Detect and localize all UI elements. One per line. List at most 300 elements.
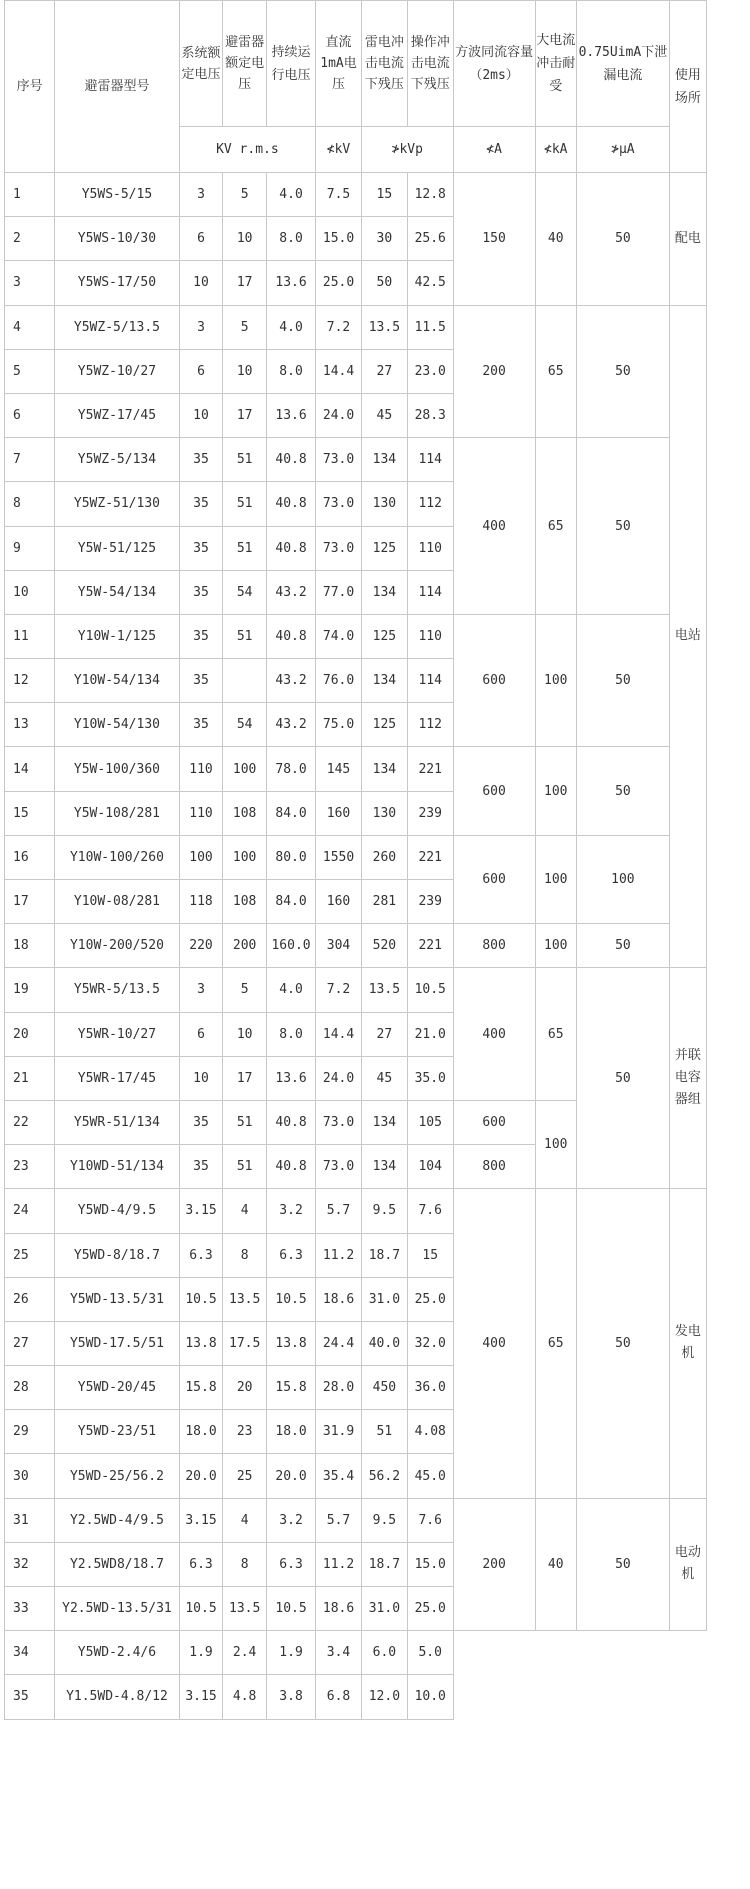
square-wave-cell: 400 bbox=[453, 438, 535, 615]
rated-system-cell: 220 bbox=[179, 924, 223, 968]
seq-cell: 30 bbox=[5, 1454, 55, 1498]
rated-arrester-cell: 13.5 bbox=[223, 1587, 267, 1631]
rated-arrester-cell: 51 bbox=[223, 438, 267, 482]
switching-residual-cell: 23.0 bbox=[407, 349, 453, 393]
seq-cell: 18 bbox=[5, 924, 55, 968]
seq-cell: 12 bbox=[5, 659, 55, 703]
model-cell: Y5W-54/134 bbox=[55, 570, 179, 614]
rated-arrester-cell: 5 bbox=[223, 173, 267, 217]
high-current-cell: 40 bbox=[535, 1498, 576, 1631]
switching-residual-cell: 114 bbox=[407, 570, 453, 614]
rated-arrester-cell: 108 bbox=[223, 880, 267, 924]
rated-system-cell: 15.8 bbox=[179, 1366, 223, 1410]
dc-1ma-cell: 3.4 bbox=[316, 1631, 362, 1675]
model-cell: Y5WS-5/15 bbox=[55, 173, 179, 217]
dc-1ma-cell: 304 bbox=[316, 924, 362, 968]
continuous-voltage-cell: 160.0 bbox=[266, 924, 315, 968]
dc-1ma-cell: 7.2 bbox=[316, 968, 362, 1012]
rated-system-cell: 118 bbox=[179, 880, 223, 924]
rated-system-cell: 35 bbox=[179, 438, 223, 482]
dc-1ma-cell: 6.8 bbox=[316, 1675, 362, 1719]
switching-residual-cell: 114 bbox=[407, 659, 453, 703]
switching-residual-cell: 221 bbox=[407, 835, 453, 879]
square-wave-cell: 600 bbox=[453, 835, 535, 923]
col-header-rated-arrester: 避雷器额定电压 bbox=[223, 1, 267, 127]
table-row bbox=[5, 747, 707, 791]
rated-arrester-cell: 4.8 bbox=[223, 1675, 267, 1719]
continuous-voltage-cell: 43.2 bbox=[266, 570, 315, 614]
lightning-residual-cell: 134 bbox=[361, 570, 407, 614]
dc-1ma-cell: 24.0 bbox=[316, 1056, 362, 1100]
usage-cell: 配电 bbox=[669, 173, 706, 306]
continuous-voltage-cell: 40.8 bbox=[266, 526, 315, 570]
table-row bbox=[5, 614, 707, 658]
model-cell: Y5WD-4/9.5 bbox=[55, 1189, 179, 1233]
arrester-spec-table bbox=[4, 0, 707, 1720]
dc-1ma-cell: 24.0 bbox=[316, 393, 362, 437]
rated-arrester-cell: 17 bbox=[223, 261, 267, 305]
leakage-cell: 50 bbox=[577, 1189, 670, 1498]
dc-1ma-cell: 7.5 bbox=[316, 173, 362, 217]
switching-residual-cell: 5.0 bbox=[407, 1631, 453, 1675]
switching-residual-cell: 112 bbox=[407, 482, 453, 526]
lightning-residual-cell: 56.2 bbox=[361, 1454, 407, 1498]
switching-residual-cell: 45.0 bbox=[407, 1454, 453, 1498]
col-header-seq: 序号 bbox=[5, 1, 55, 173]
dc-1ma-cell: 7.2 bbox=[316, 305, 362, 349]
seq-cell: 28 bbox=[5, 1366, 55, 1410]
seq-cell: 33 bbox=[5, 1587, 55, 1631]
table-row bbox=[5, 305, 707, 349]
rated-system-cell: 35 bbox=[179, 1145, 223, 1189]
dc-1ma-cell: 15.0 bbox=[316, 217, 362, 261]
square-wave-cell: 200 bbox=[453, 305, 535, 438]
table-row bbox=[5, 1631, 707, 1675]
rated-arrester-cell: 5 bbox=[223, 305, 267, 349]
leakage-cell: 50 bbox=[577, 924, 670, 968]
lightning-residual-cell: 450 bbox=[361, 1366, 407, 1410]
lightning-residual-cell: 31.0 bbox=[361, 1277, 407, 1321]
col-header-dc-1ma: 直流1mA电压 bbox=[316, 1, 362, 127]
square-wave-cell: 800 bbox=[453, 1145, 535, 1189]
model-cell: Y5WZ-51/130 bbox=[55, 482, 179, 526]
switching-residual-cell: 15 bbox=[407, 1233, 453, 1277]
rated-arrester-cell: 10 bbox=[223, 1012, 267, 1056]
dc-1ma-cell: 145 bbox=[316, 747, 362, 791]
model-cell: Y5WZ-17/45 bbox=[55, 393, 179, 437]
seq-cell: 16 bbox=[5, 835, 55, 879]
leakage-cell: 50 bbox=[577, 747, 670, 835]
lightning-residual-cell: 130 bbox=[361, 482, 407, 526]
lightning-residual-cell: 134 bbox=[361, 438, 407, 482]
lightning-residual-cell: 9.5 bbox=[361, 1498, 407, 1542]
dc-1ma-cell: 73.0 bbox=[316, 1100, 362, 1144]
model-cell: Y5WZ-5/134 bbox=[55, 438, 179, 482]
model-cell: Y2.5WD-4/9.5 bbox=[55, 1498, 179, 1542]
rated-system-cell: 3.15 bbox=[179, 1675, 223, 1719]
dc-1ma-cell: 5.7 bbox=[316, 1498, 362, 1542]
usage-cell: 电动机 bbox=[669, 1498, 706, 1631]
continuous-voltage-cell: 13.6 bbox=[266, 393, 315, 437]
dc-1ma-cell: 73.0 bbox=[316, 438, 362, 482]
rated-arrester-cell: 17.5 bbox=[223, 1321, 267, 1365]
continuous-voltage-cell: 8.0 bbox=[266, 1012, 315, 1056]
rated-system-cell: 6.3 bbox=[179, 1542, 223, 1586]
high-current-cell: 100 bbox=[535, 835, 576, 923]
model-cell: Y5WR-51/134 bbox=[55, 1100, 179, 1144]
model-cell: Y5WR-5/13.5 bbox=[55, 968, 179, 1012]
continuous-voltage-cell: 40.8 bbox=[266, 1100, 315, 1144]
switching-residual-cell: 7.6 bbox=[407, 1498, 453, 1542]
lightning-residual-cell: 12.0 bbox=[361, 1675, 407, 1719]
high-current-cell: 65 bbox=[535, 438, 576, 615]
continuous-voltage-cell: 10.5 bbox=[266, 1587, 315, 1631]
table-body bbox=[5, 173, 707, 1720]
col-header-model: 避雷器型号 bbox=[55, 1, 179, 173]
lightning-residual-cell: 134 bbox=[361, 659, 407, 703]
rated-system-cell: 35 bbox=[179, 482, 223, 526]
continuous-voltage-cell: 84.0 bbox=[266, 791, 315, 835]
rated-system-cell: 35 bbox=[179, 526, 223, 570]
lightning-residual-cell: 27 bbox=[361, 1012, 407, 1056]
rated-arrester-cell: 8 bbox=[223, 1542, 267, 1586]
rated-arrester-cell: 51 bbox=[223, 1100, 267, 1144]
seq-cell: 15 bbox=[5, 791, 55, 835]
square-wave-cell: 400 bbox=[453, 1189, 535, 1498]
switching-residual-cell: 32.0 bbox=[407, 1321, 453, 1365]
lightning-residual-cell: 130 bbox=[361, 791, 407, 835]
unit-square-a: ≮A bbox=[453, 127, 535, 173]
table-row bbox=[5, 1189, 707, 1233]
seq-cell: 27 bbox=[5, 1321, 55, 1365]
switching-residual-cell: 28.3 bbox=[407, 393, 453, 437]
rated-system-cell: 1.9 bbox=[179, 1631, 223, 1675]
dc-1ma-cell: 11.2 bbox=[316, 1542, 362, 1586]
switching-residual-cell: 104 bbox=[407, 1145, 453, 1189]
square-wave-cell: 800 bbox=[453, 924, 535, 968]
switching-residual-cell: 11.5 bbox=[407, 305, 453, 349]
rated-arrester-cell: 54 bbox=[223, 570, 267, 614]
continuous-voltage-cell: 40.8 bbox=[266, 1145, 315, 1189]
continuous-voltage-cell: 13.6 bbox=[266, 1056, 315, 1100]
square-wave-cell: 150 bbox=[453, 173, 535, 306]
rated-arrester-cell: 4 bbox=[223, 1189, 267, 1233]
continuous-voltage-cell: 13.6 bbox=[266, 261, 315, 305]
col-header-square-wave: 方波同流容量（2ms） bbox=[453, 1, 535, 127]
lightning-residual-cell: 520 bbox=[361, 924, 407, 968]
switching-residual-cell: 35.0 bbox=[407, 1056, 453, 1100]
seq-cell: 17 bbox=[5, 880, 55, 924]
rated-arrester-cell: 51 bbox=[223, 526, 267, 570]
dc-1ma-cell: 18.6 bbox=[316, 1587, 362, 1631]
rated-system-cell: 3.15 bbox=[179, 1498, 223, 1542]
dc-1ma-cell: 5.7 bbox=[316, 1189, 362, 1233]
col-header-leakage: 0.75UimA下泄漏电流 bbox=[577, 1, 670, 127]
switching-residual-cell: 25.0 bbox=[407, 1277, 453, 1321]
high-current-cell: 100 bbox=[535, 924, 576, 968]
dc-1ma-cell: 76.0 bbox=[316, 659, 362, 703]
col-header-switching-residual: 操作冲击电流下残压 bbox=[407, 1, 453, 127]
lightning-residual-cell: 31.0 bbox=[361, 1587, 407, 1631]
table-row bbox=[5, 968, 707, 1012]
unit-residual-kvp: ≯kVp bbox=[361, 127, 453, 173]
rated-arrester-cell: 20 bbox=[223, 1366, 267, 1410]
col-header-continuous: 持续运行电压 bbox=[266, 1, 315, 127]
continuous-voltage-cell: 80.0 bbox=[266, 835, 315, 879]
seq-cell: 19 bbox=[5, 968, 55, 1012]
model-cell: Y2.5WD-13.5/31 bbox=[55, 1587, 179, 1631]
switching-residual-cell: 110 bbox=[407, 614, 453, 658]
dc-1ma-cell: 35.4 bbox=[316, 1454, 362, 1498]
model-cell: Y5WZ-10/27 bbox=[55, 349, 179, 393]
continuous-voltage-cell: 4.0 bbox=[266, 173, 315, 217]
rated-system-cell: 3 bbox=[179, 968, 223, 1012]
dc-1ma-cell: 24.4 bbox=[316, 1321, 362, 1365]
rated-system-cell: 35 bbox=[179, 659, 223, 703]
dc-1ma-cell: 1550 bbox=[316, 835, 362, 879]
continuous-voltage-cell: 43.2 bbox=[266, 703, 315, 747]
switching-residual-cell: 36.0 bbox=[407, 1366, 453, 1410]
switching-residual-cell: 239 bbox=[407, 880, 453, 924]
rated-system-cell: 10 bbox=[179, 261, 223, 305]
continuous-voltage-cell: 43.2 bbox=[266, 659, 315, 703]
continuous-voltage-cell: 40.8 bbox=[266, 438, 315, 482]
seq-cell: 9 bbox=[5, 526, 55, 570]
table-row bbox=[5, 173, 707, 217]
seq-cell: 7 bbox=[5, 438, 55, 482]
model-cell: Y10W-54/130 bbox=[55, 703, 179, 747]
model-cell: Y2.5WD8/18.7 bbox=[55, 1542, 179, 1586]
table-row bbox=[5, 835, 707, 879]
usage-cell: 电站 bbox=[669, 305, 706, 968]
table-row bbox=[5, 1675, 707, 1719]
dc-1ma-cell: 74.0 bbox=[316, 614, 362, 658]
rated-system-cell: 35 bbox=[179, 570, 223, 614]
model-cell: Y10W-1/125 bbox=[55, 614, 179, 658]
col-header-rated-system: 系统额定电压 bbox=[179, 1, 223, 127]
seq-cell: 29 bbox=[5, 1410, 55, 1454]
switching-residual-cell: 12.8 bbox=[407, 173, 453, 217]
rated-system-cell: 10 bbox=[179, 1056, 223, 1100]
rated-system-cell: 6 bbox=[179, 1012, 223, 1056]
seq-cell: 32 bbox=[5, 1542, 55, 1586]
dc-1ma-cell: 25.0 bbox=[316, 261, 362, 305]
dc-1ma-cell: 160 bbox=[316, 880, 362, 924]
dc-1ma-cell: 73.0 bbox=[316, 1145, 362, 1189]
square-wave-cell: 200 bbox=[453, 1498, 535, 1631]
seq-cell: 8 bbox=[5, 482, 55, 526]
lightning-residual-cell: 50 bbox=[361, 261, 407, 305]
rated-arrester-cell: 2.4 bbox=[223, 1631, 267, 1675]
seq-cell: 11 bbox=[5, 614, 55, 658]
rated-system-cell: 3 bbox=[179, 173, 223, 217]
switching-residual-cell: 42.5 bbox=[407, 261, 453, 305]
continuous-voltage-cell: 20.0 bbox=[266, 1454, 315, 1498]
rated-arrester-cell: 17 bbox=[223, 393, 267, 437]
seq-cell: 14 bbox=[5, 747, 55, 791]
rated-arrester-cell: 17 bbox=[223, 1056, 267, 1100]
rated-arrester-cell: 51 bbox=[223, 482, 267, 526]
seq-cell: 35 bbox=[5, 1675, 55, 1719]
model-cell: Y10W-08/281 bbox=[55, 880, 179, 924]
lightning-residual-cell: 15 bbox=[361, 173, 407, 217]
continuous-voltage-cell: 6.3 bbox=[266, 1233, 315, 1277]
rated-system-cell: 35 bbox=[179, 1100, 223, 1144]
seq-cell: 3 bbox=[5, 261, 55, 305]
model-cell: Y5WD-25/56.2 bbox=[55, 1454, 179, 1498]
lightning-residual-cell: 260 bbox=[361, 835, 407, 879]
model-cell: Y5WR-17/45 bbox=[55, 1056, 179, 1100]
usage-cell: 发电机 bbox=[669, 1189, 706, 1498]
continuous-voltage-cell: 3.2 bbox=[266, 1498, 315, 1542]
rated-arrester-cell bbox=[223, 659, 267, 703]
rated-system-cell: 110 bbox=[179, 791, 223, 835]
rated-system-cell: 18.0 bbox=[179, 1410, 223, 1454]
switching-residual-cell: 112 bbox=[407, 703, 453, 747]
dc-1ma-cell: 28.0 bbox=[316, 1366, 362, 1410]
continuous-voltage-cell: 3.8 bbox=[266, 1675, 315, 1719]
rated-arrester-cell: 25 bbox=[223, 1454, 267, 1498]
square-wave-cell: 400 bbox=[453, 968, 535, 1101]
rated-system-cell: 20.0 bbox=[179, 1454, 223, 1498]
leakage-cell: 50 bbox=[577, 1498, 670, 1631]
continuous-voltage-cell: 3.2 bbox=[266, 1189, 315, 1233]
model-cell: Y1.5WD-4.8/12 bbox=[55, 1675, 179, 1719]
seq-cell: 20 bbox=[5, 1012, 55, 1056]
seq-cell: 21 bbox=[5, 1056, 55, 1100]
model-cell: Y5W-100/360 bbox=[55, 747, 179, 791]
model-cell: Y5WD-23/51 bbox=[55, 1410, 179, 1454]
lightning-residual-cell: 6.0 bbox=[361, 1631, 407, 1675]
switching-residual-cell: 114 bbox=[407, 438, 453, 482]
model-cell: Y5WD-20/45 bbox=[55, 1366, 179, 1410]
switching-residual-cell: 25.0 bbox=[407, 1587, 453, 1631]
switching-residual-cell: 7.6 bbox=[407, 1189, 453, 1233]
model-cell: Y5WD-2.4/6 bbox=[55, 1631, 179, 1675]
model-cell: Y10W-100/260 bbox=[55, 835, 179, 879]
dc-1ma-cell: 14.4 bbox=[316, 349, 362, 393]
continuous-voltage-cell: 13.8 bbox=[266, 1321, 315, 1365]
seq-cell: 4 bbox=[5, 305, 55, 349]
dc-1ma-cell: 18.6 bbox=[316, 1277, 362, 1321]
switching-residual-cell: 15.0 bbox=[407, 1542, 453, 1586]
rated-system-cell: 6.3 bbox=[179, 1233, 223, 1277]
rated-system-cell: 3 bbox=[179, 305, 223, 349]
high-current-cell: 65 bbox=[535, 305, 576, 438]
square-wave-cell: 600 bbox=[453, 747, 535, 835]
seq-cell: 23 bbox=[5, 1145, 55, 1189]
leakage-cell: 50 bbox=[577, 173, 670, 306]
rated-arrester-cell: 100 bbox=[223, 747, 267, 791]
lightning-residual-cell: 45 bbox=[361, 393, 407, 437]
continuous-voltage-cell: 8.0 bbox=[266, 349, 315, 393]
dc-1ma-cell: 14.4 bbox=[316, 1012, 362, 1056]
table-row bbox=[5, 438, 707, 482]
high-current-cell: 100 bbox=[535, 1100, 576, 1188]
switching-residual-cell: 4.08 bbox=[407, 1410, 453, 1454]
switching-residual-cell: 25.6 bbox=[407, 217, 453, 261]
lightning-residual-cell: 9.5 bbox=[361, 1189, 407, 1233]
usage-cell: 并联电容器组 bbox=[669, 968, 706, 1189]
leakage-cell: 50 bbox=[577, 438, 670, 615]
seq-cell: 10 bbox=[5, 570, 55, 614]
lightning-residual-cell: 27 bbox=[361, 349, 407, 393]
switching-residual-cell: 105 bbox=[407, 1100, 453, 1144]
continuous-voltage-cell: 84.0 bbox=[266, 880, 315, 924]
seq-cell: 1 bbox=[5, 173, 55, 217]
rated-system-cell: 6 bbox=[179, 217, 223, 261]
dc-1ma-cell: 77.0 bbox=[316, 570, 362, 614]
continuous-voltage-cell: 18.0 bbox=[266, 1410, 315, 1454]
rated-arrester-cell: 5 bbox=[223, 968, 267, 1012]
lightning-residual-cell: 18.7 bbox=[361, 1542, 407, 1586]
unit-leak-ua: ≯μA bbox=[577, 127, 670, 173]
dc-1ma-cell: 160 bbox=[316, 791, 362, 835]
lightning-residual-cell: 13.5 bbox=[361, 305, 407, 349]
switching-residual-cell: 110 bbox=[407, 526, 453, 570]
unit-voltage-rms: KV r.m.s bbox=[179, 127, 315, 173]
switching-residual-cell: 21.0 bbox=[407, 1012, 453, 1056]
rated-arrester-cell: 54 bbox=[223, 703, 267, 747]
lightning-residual-cell: 18.7 bbox=[361, 1233, 407, 1277]
leakage-cell: 50 bbox=[577, 305, 670, 438]
rated-system-cell: 3.15 bbox=[179, 1189, 223, 1233]
lightning-residual-cell: 13.5 bbox=[361, 968, 407, 1012]
unit-high-ka: ≮kA bbox=[535, 127, 576, 173]
continuous-voltage-cell: 1.9 bbox=[266, 1631, 315, 1675]
continuous-voltage-cell: 15.8 bbox=[266, 1366, 315, 1410]
rated-arrester-cell: 51 bbox=[223, 614, 267, 658]
model-cell: Y10W-54/134 bbox=[55, 659, 179, 703]
high-current-cell: 65 bbox=[535, 1189, 576, 1498]
continuous-voltage-cell: 40.8 bbox=[266, 614, 315, 658]
lightning-residual-cell: 125 bbox=[361, 703, 407, 747]
seq-cell: 5 bbox=[5, 349, 55, 393]
col-header-high-current: 大电流冲击耐受 bbox=[535, 1, 576, 127]
continuous-voltage-cell: 10.5 bbox=[266, 1277, 315, 1321]
unit-dc-kv: ≮kV bbox=[316, 127, 362, 173]
col-header-usage: 使用场所 bbox=[669, 1, 706, 173]
lightning-residual-cell: 281 bbox=[361, 880, 407, 924]
rated-system-cell: 10 bbox=[179, 393, 223, 437]
lightning-residual-cell: 125 bbox=[361, 614, 407, 658]
continuous-voltage-cell: 6.3 bbox=[266, 1542, 315, 1586]
switching-residual-cell: 10.5 bbox=[407, 968, 453, 1012]
rated-system-cell: 6 bbox=[179, 349, 223, 393]
rated-arrester-cell: 8 bbox=[223, 1233, 267, 1277]
square-wave-cell: 600 bbox=[453, 614, 535, 747]
rated-arrester-cell: 10 bbox=[223, 217, 267, 261]
rated-arrester-cell: 10 bbox=[223, 349, 267, 393]
lightning-residual-cell: 51 bbox=[361, 1410, 407, 1454]
seq-cell: 24 bbox=[5, 1189, 55, 1233]
dc-1ma-cell: 11.2 bbox=[316, 1233, 362, 1277]
rated-arrester-cell: 23 bbox=[223, 1410, 267, 1454]
rated-arrester-cell: 13.5 bbox=[223, 1277, 267, 1321]
model-cell: Y5WZ-5/13.5 bbox=[55, 305, 179, 349]
high-current-cell: 40 bbox=[535, 173, 576, 306]
seq-cell: 25 bbox=[5, 1233, 55, 1277]
square-wave-cell: 600 bbox=[453, 1100, 535, 1144]
high-current-cell: 100 bbox=[535, 747, 576, 835]
model-cell: Y10W-200/520 bbox=[55, 924, 179, 968]
continuous-voltage-cell: 8.0 bbox=[266, 217, 315, 261]
lightning-residual-cell: 134 bbox=[361, 1100, 407, 1144]
model-cell: Y5WS-17/50 bbox=[55, 261, 179, 305]
model-cell: Y5WR-10/27 bbox=[55, 1012, 179, 1056]
rated-arrester-cell: 100 bbox=[223, 835, 267, 879]
seq-cell: 13 bbox=[5, 703, 55, 747]
